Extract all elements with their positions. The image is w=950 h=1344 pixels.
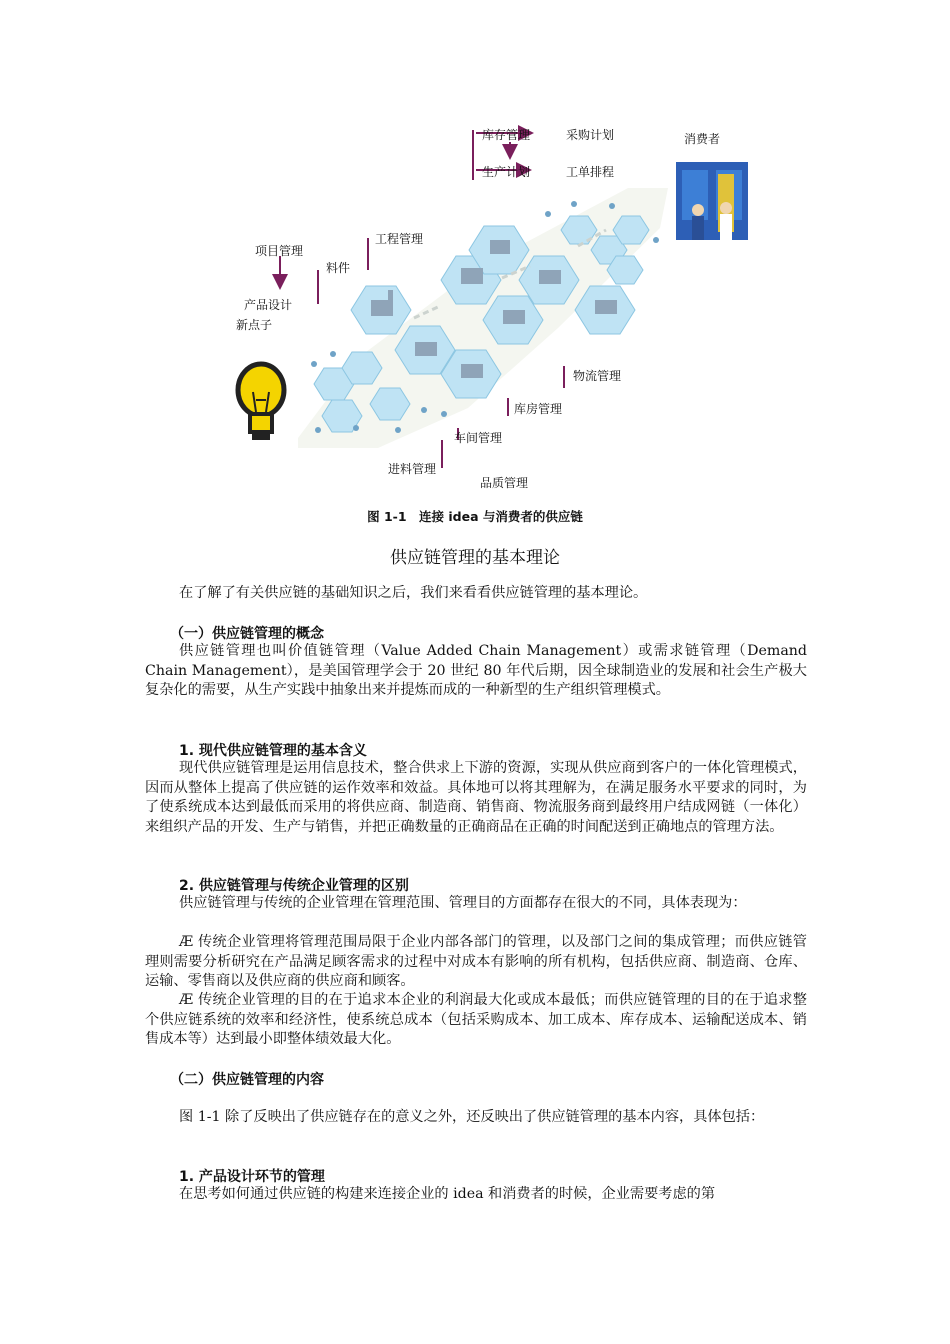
label-project-mgmt: 项目管理 <box>255 244 304 258</box>
consumer-image <box>676 162 748 240</box>
label-warehouse: 库房管理 <box>514 402 563 416</box>
lightbulb-icon <box>238 364 284 440</box>
label-work-order: 工单排程 <box>566 165 615 179</box>
label-production-plan: 生产计划 <box>482 165 531 179</box>
section1-paragraph: 供应链管理也叫价值链管理（Value Added Chain Management）或需求链管理（Demand Chain Management），是美国管理学会于 20 世纪 80 年代后期，因全球制造业的发展和社会生产极大复杂化的需要，从生产实践中抽象出来并提炼而成的一种新型的生产组织管理模式。 <box>145 643 807 698</box>
intro-paragraph: 在了解了有关供应链的基础知识之后，我们来看看供应链管理的基本理论。 <box>179 585 648 601</box>
sub2-bullet2: Æ 传统企业管理的目的在于追求本企业的利润最大化或成本最低；而供应链管理的目的在于追求整个供应链系统的效率和经济性，使系统总成本（包括采购成本、加工成本、库存成本、运输配送成本、销售成本等）达到最小即整体绩效最大化。 <box>145 992 807 1047</box>
label-inventory: 库存管理 <box>482 128 531 142</box>
label-consumer: 消费者 <box>684 132 721 146</box>
label-materials: 料件 <box>326 261 351 275</box>
label-procurement: 采购计划 <box>566 128 615 142</box>
label-engineering: 工程管理 <box>375 232 424 246</box>
label-incoming: 进料管理 <box>388 462 437 476</box>
label-workshop: 车间管理 <box>454 431 503 445</box>
figure-caption: 图 1-1 连接 idea 与消费者的供应链 <box>367 509 583 524</box>
sub3-heading: 1. 产品设计环节的管理 <box>179 1169 325 1185</box>
supply-chain-figure <box>228 118 764 496</box>
sub3-paragraph: 在思考如何通过供应链的构建来连接企业的 idea 和消费者的时候，企业需要考虑的第 <box>179 1186 716 1202</box>
section2-paragraph: 图 1-1 除了反映出了供应链存在的意义之外，还反映出了供应链管理的基本内容，具体包括： <box>179 1109 765 1125</box>
section2-heading: （二）供应链管理的内容 <box>170 1072 324 1088</box>
sub2-bullet1: Æ 传统企业管理将管理范围局限于企业内部各部门的管理，以及部门之间的集成管理；而供应链管理则需要分析研究在产品满足顾客需求的过程中对成本有影响的所有机构，包括供应商、制造商、仓库、运输、零售商以及供应商的供应商和顾客。 <box>145 934 807 989</box>
label-product-design: 产品设计 <box>244 298 293 312</box>
sub1-paragraph: 现代供应链管理是运用信息技术，整合供求上下游的资源，实现从供应商到客户的一体化管理模式，因而从整体上提高了供应链的运作效率和效益。具体地可以将其理解为，在满足服务水平要求的同时，为了使系统成本达到最低而采用的将供应商、制造商、销售商、物流服务商到最终用户结成网链（一体化）来组织产品的开发、生产与销售，并把正确数量的正确商品在正确的时间配送到正确地点的管理方法。 <box>145 760 807 835</box>
sub2-paragraph: 供应链管理与传统的企业管理在管理范围、管理目的方面都存在很大的不同，具体表现为： <box>179 895 747 911</box>
label-quality: 品质管理 <box>480 476 529 490</box>
label-logistics: 物流管理 <box>573 369 622 383</box>
section1-heading: （一）供应链管理的概念 <box>170 626 324 642</box>
sub1-heading: 1. 现代供应链管理的基本含义 <box>179 743 367 759</box>
page-title: 供应链管理的基本理论 <box>390 548 560 568</box>
label-new-idea: 新点子 <box>236 318 273 332</box>
sub2-heading: 2. 供应链管理与传统企业管理的区别 <box>179 878 409 894</box>
